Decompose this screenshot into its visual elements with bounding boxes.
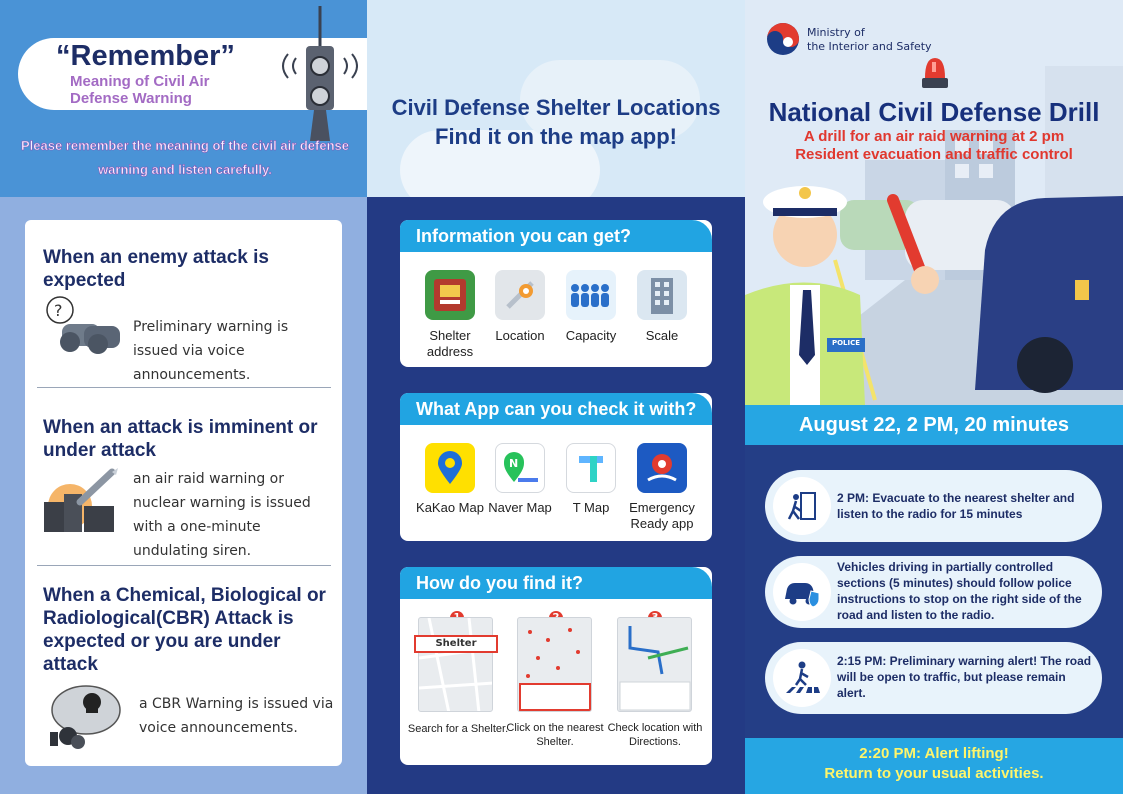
ministry-logo-icon bbox=[766, 22, 800, 56]
kakao-map-icon[interactable] bbox=[425, 443, 475, 493]
search-screenshot bbox=[418, 617, 493, 712]
t-map-icon[interactable] bbox=[566, 443, 616, 493]
step-label-1: Search for a Shelter. bbox=[407, 723, 509, 735]
schedule-item-vehicles bbox=[765, 556, 1102, 628]
info-label-scale: Scale bbox=[645, 328, 679, 343]
section-divider bbox=[37, 387, 331, 388]
schedule-item-warning bbox=[765, 642, 1102, 714]
step-label-2: Click on the nearest Shelter. bbox=[506, 722, 604, 748]
section-text-imminent: an air raid warning or nuclear warning is issued with a one-minute undulating siren. bbox=[133, 471, 311, 559]
drill-date: August 22, 2 PM, 20 minutes bbox=[798, 414, 1070, 436]
info-label-capacity: Capacity bbox=[565, 328, 617, 343]
drill-subtitle bbox=[745, 128, 1123, 164]
people-icon bbox=[566, 270, 616, 320]
ministry-line1: Ministry of bbox=[807, 26, 865, 39]
step-label-3: Check location with Directions. bbox=[607, 722, 703, 748]
siren-tower-icon bbox=[278, 6, 358, 141]
naver-map-icon[interactable] bbox=[495, 443, 545, 493]
section-heading-expected: When an enemy attack is expected bbox=[43, 247, 269, 291]
emergency-ready-icon[interactable] bbox=[637, 443, 687, 493]
schedule-text-vehicles: Vehicles driving in partially controlled sections (5 minutes) should follow police instructions to stop on the right side of the road and listen to the radio. bbox=[837, 560, 1082, 622]
siren-light-icon bbox=[918, 52, 952, 92]
police-badge: POLICE bbox=[831, 339, 861, 347]
svg-text:N: N bbox=[509, 457, 519, 470]
shelter-title bbox=[367, 93, 745, 151]
directions-screenshot bbox=[617, 617, 692, 712]
alert-lifting-line1: 2:20 PM: Alert lifting! bbox=[859, 745, 1009, 762]
drill-subtitle-line1: A drill for an air raid warning at 2 pm bbox=[803, 128, 1065, 145]
app-label-tmap: T Map bbox=[572, 500, 610, 515]
shelter-title-line1: Civil Defense Shelter Locations bbox=[391, 95, 721, 120]
info-tab: Information you can get? bbox=[400, 220, 712, 252]
crosswalk-icon bbox=[773, 649, 831, 707]
info-label-location: Location bbox=[495, 328, 545, 343]
schedule-item-evacuate bbox=[765, 470, 1102, 542]
alert-lifting-line2: Return to your usual activities. bbox=[824, 765, 1044, 782]
section-heading-imminent: When an attack is imminent or under attack bbox=[43, 417, 318, 461]
app-label-kakao: KaKao Map bbox=[416, 500, 484, 515]
binoculars-icon bbox=[40, 296, 122, 358]
building-icon bbox=[637, 270, 687, 320]
info-label-shelter-address: Shelter address bbox=[426, 328, 474, 359]
remember-title: “Remember” bbox=[56, 40, 235, 72]
find-tab: How do you find it? bbox=[400, 567, 712, 599]
app-label-naver: Naver Map bbox=[488, 500, 552, 515]
section-text-expected: Preliminary warning is issued via voice announcements. bbox=[133, 319, 289, 383]
ministry-name bbox=[807, 26, 932, 54]
section-heading-cbr: When a Chemical, Biological or Radiological(CBR) Attack is expected or you are under attack bbox=[43, 585, 326, 675]
missile-icon bbox=[40, 466, 122, 534]
shelter-sign-icon bbox=[425, 270, 475, 320]
app-tab: What App can you check it with? bbox=[400, 393, 712, 425]
shelter-search-field[interactable]: Shelter bbox=[414, 635, 498, 653]
schedule-text-evacuate: 2 PM: Evacuate to the nearest shelter and listen to the radio for 15 minutes bbox=[837, 491, 1075, 521]
app-label-emergency: Emergency Ready app bbox=[629, 500, 695, 531]
map-screenshot bbox=[517, 617, 592, 712]
section-text-cbr: a CBR Warning is issued via voice announcements. bbox=[139, 696, 334, 736]
alert-lifting-text bbox=[745, 744, 1123, 784]
police-officer-illustration bbox=[745, 160, 1123, 405]
drill-title: National Civil Defense Drill bbox=[768, 97, 1100, 127]
evacuate-icon bbox=[773, 477, 831, 535]
svg-text:?: ? bbox=[54, 301, 63, 320]
schedule-text-warning: 2:15 PM: Preliminary warning alert! The road will be open to traffic, but please remain alert. bbox=[837, 654, 1092, 700]
car-shield-icon bbox=[773, 563, 831, 621]
map-pin-icon bbox=[495, 270, 545, 320]
remember-subtitle: Meaning of Civil Air Defense Warning bbox=[70, 73, 210, 107]
shelter-title-line2: Find it on the map app! bbox=[435, 124, 677, 149]
section-divider bbox=[37, 565, 331, 566]
gas-mask-icon bbox=[46, 680, 128, 750]
ministry-line2: the Interior and Safety bbox=[807, 40, 932, 53]
remember-note: Please remember the meaning of the civil air defense warning and listen carefully. bbox=[20, 138, 349, 177]
drill-subtitle-line2: Resident evacuation and traffic control bbox=[795, 146, 1073, 163]
